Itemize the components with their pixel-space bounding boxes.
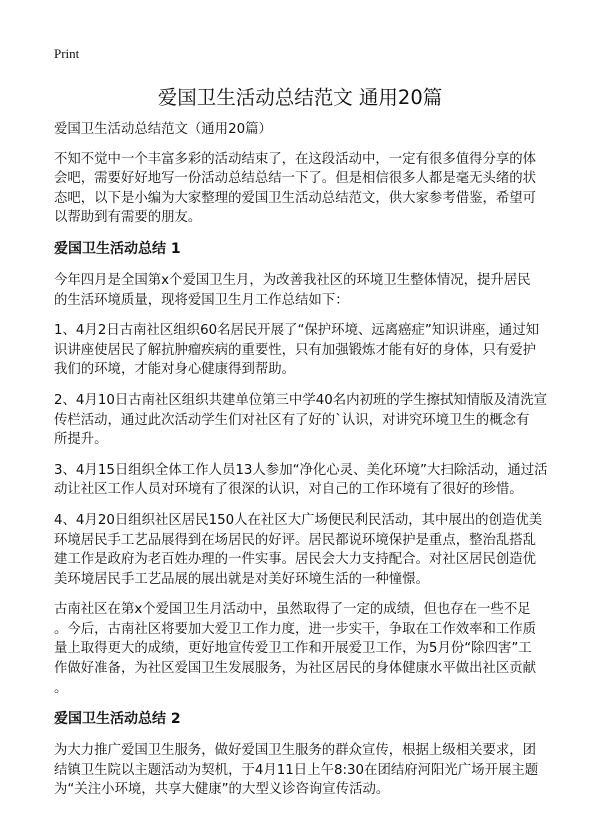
paragraph [54, 511, 554, 589]
text-line: 为大力推广爱国卫生服务，做好爱国卫生服务的群众宣传，根据上级相关要求，团 [54, 743, 537, 759]
paragraph [54, 321, 554, 380]
text-line: 量上取得更大的成绩，更好地宣传爱卫工作和开展爱卫工作，为5月份“除四害”工 [54, 641, 532, 657]
text-line: 环境居民手工艺品展得到在场居民的好评。居民都说环境保护是重点，整治乱搭乱 [54, 532, 537, 548]
text-line: 动让社区工作人员对环境有了很深的认识，对自己的工作环境有了很好的珍惜。 [54, 482, 523, 498]
text-line: 的生活环境质量，现将爱国卫生月工作总结如下： [54, 292, 349, 308]
text-line: 态吧，以下是小编为大家整理的爱国卫生活动总结范文，供大家参考借鉴，希望可 [54, 190, 537, 206]
text-line: 3、4月15日组织全体工作人员13人参加“净化心灵、美化环境”大扫除活动，通过活 [54, 462, 548, 478]
text-line: 古南社区在第x个爱国卫生月活动中，虽然取得了一定的成绩，但也存在一些不足 [54, 602, 531, 618]
text-line: 会吧，需要好好地写一份活动总结总结一下了。但是相信很多人都是毫无头绪的状 [54, 171, 537, 187]
text-line: 不知不觉中一个丰富多彩的活动结束了，在这段活动中，一定有很多值得分享的体 [54, 151, 537, 167]
page-title: 爱国卫生活动总结范文 通用20篇 [157, 86, 443, 109]
paragraph [54, 741, 554, 800]
text-line: 为“关注小环境，共享大健康”的大型义诊咨询宣传活动。 [54, 782, 390, 798]
text-line: 以帮助到有需要的朋友。 [54, 210, 202, 226]
text-line: 结镇卫生院以主题活动为契机，于4月11日上午8:30在团结府河阳光广场开展主题 [54, 762, 539, 778]
text-line: 所提升。 [54, 432, 108, 448]
text-line: 。今后，古南社区将要加大爱卫工作力度，进一步实干，争取在工作效率和工作质 [54, 621, 537, 637]
text-line: 识讲座使居民了解抗肿瘤疾病的重要性，只有加强锻炼才能有好的身体，只有爱护 [54, 342, 537, 358]
text-line: 4、4月20日组织社区居民150人在社区大广场便民利民活动，其中展出的创造优美 [54, 512, 543, 528]
text-line: 作做好准备，为社区爱国卫生发展服务，为社区居民的身体健康水平做出社区贡献 [54, 661, 537, 677]
text-line: 2、4月10日古南社区组织共建单位第三中学40名内初班的学生擦拭知情版及清洗宣 [54, 392, 548, 408]
paragraph [54, 271, 554, 310]
paragraph [54, 461, 554, 500]
text-line: 1、4月2日古南社区组织60名居民开展了“保护环境、远离癌症”知识讲座，通过知 [54, 323, 539, 339]
paragraph [54, 600, 554, 698]
article-body [54, 120, 554, 811]
print-link[interactable]: Print [54, 46, 80, 61]
text-line: 美环境居民手工艺品展的展出就是对美好环境生活的一种憧憬。 [54, 571, 429, 587]
section-heading-2: 爱国卫生活动总结 2 [54, 711, 181, 728]
paragraph [54, 391, 554, 450]
section-heading-1: 爱国卫生活动总结 1 [54, 240, 181, 257]
article-subtitle: 爱国卫生活动总结范文（通用20篇） [54, 122, 272, 137]
text-line: 我们的环境，才能对身心健康得到帮助。 [54, 362, 296, 378]
text-line: 传栏活动，通过此次活动学生们对社区有了好的`认识，对讲究环境卫生的概念有 [54, 412, 530, 428]
text-line: 今年四月是全国第x个爱国卫生月，为改善我社区的环境卫生整体情况，提升居民 [54, 272, 531, 288]
intro-paragraph [54, 150, 554, 228]
text-line: 。 [54, 680, 68, 696]
text-line: 建工作是政府为老百姓办理的一件实事。居民会大力支持配合。对社区居民创造优 [54, 552, 537, 568]
